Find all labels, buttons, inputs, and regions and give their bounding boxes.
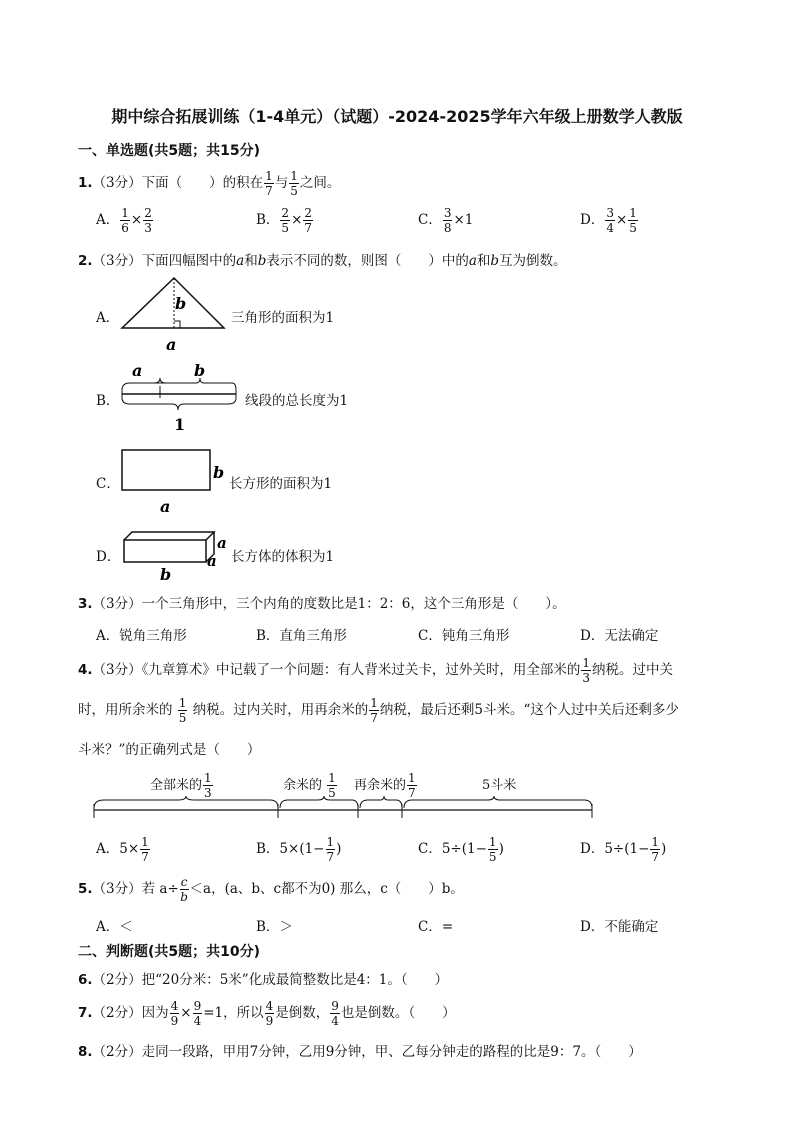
question-number: 3.	[78, 596, 93, 612]
option-a[interactable]: A．5× $\frac{1}{7}$	[96, 835, 149, 864]
rectangle-figure	[118, 446, 230, 516]
option-d-description: 长方体的体积为1	[231, 549, 335, 565]
label-b: b	[194, 361, 206, 380]
fraction: $\frac{1}{7}$	[265, 169, 273, 198]
option-c[interactable]: C． $\frac{3}{8}$ ×1	[418, 206, 474, 235]
label-a: a	[166, 335, 177, 354]
diagram-label-remaining-again: 再余米的 $\frac{1}{7}$	[354, 771, 416, 800]
label-a: a	[132, 361, 143, 380]
option-d[interactable]: D．5÷(1− $\frac{1}{7}$ )	[580, 835, 667, 864]
label-total: 1	[174, 415, 186, 434]
option-c[interactable]: C．钝角三角形	[418, 628, 510, 644]
question-text: 下面（ ）的积在	[141, 175, 264, 191]
option-d[interactable]: D．	[96, 549, 121, 565]
option-b[interactable]: B．＞	[256, 919, 293, 935]
question-score: （3分）	[92, 881, 142, 897]
question-text: 之间。	[299, 175, 341, 191]
option-a[interactable]: A．锐角三角形	[96, 628, 187, 644]
option-b[interactable]: B．直角三角形	[256, 628, 347, 644]
option-b[interactable]: B．5×(1− $\frac{1}{7}$ )	[256, 835, 342, 864]
option-a[interactable]: A．	[96, 310, 120, 326]
question-number: 6.	[78, 972, 93, 988]
question-score: （3分）	[92, 253, 142, 269]
option-b[interactable]: B．	[96, 393, 120, 409]
question-4-line-3: 斗米？”的正确列式是（ ）	[78, 742, 261, 758]
option-c[interactable]: C．=	[418, 919, 454, 935]
question-number: 1.	[78, 175, 93, 191]
segment-figure	[116, 358, 246, 438]
question-score: （2分）	[92, 1044, 142, 1060]
option-d[interactable]: D．无法确定	[580, 628, 659, 644]
question-number: 8.	[78, 1044, 93, 1060]
label-a: a	[217, 534, 227, 552]
question-4-line-1: 4.（3分）《九章算术》中记载了一个问题：有人背米过关卡，过外关时，用全部米的 $\frac{1}{3}$ 纳税。过中关	[78, 656, 674, 685]
question-6	[78, 968, 448, 988]
question-8	[78, 1040, 642, 1060]
option-a-description: 三角形的面积为1	[231, 310, 335, 326]
question-1	[78, 170, 340, 197]
question-score: （2分）	[92, 972, 142, 988]
option-d[interactable]: D．不能确定	[580, 919, 659, 935]
option-a[interactable]: A． $\frac{1}{6}$ × $\frac{2}{3}$	[96, 206, 152, 235]
question-3	[78, 592, 566, 612]
label-b: b	[213, 463, 225, 482]
label-a: a	[160, 497, 171, 516]
question-number: 4.	[78, 662, 93, 678]
question-number: 5.	[78, 881, 93, 897]
question-text: 把“20分米：5米”化成最简整数比是4：1。（ ）	[141, 972, 449, 988]
fraction: $\frac{1}{5}$	[290, 169, 298, 198]
question-score: （3分）	[92, 596, 142, 612]
cuboid-figure	[118, 522, 230, 584]
question-7: 7.（2分）因为 $\frac{4}{9}$ × $\frac{9}{4}$ =1，所以 $\frac{4}{9}$ 是倒数， $\frac{9}{4}$ 也是倒数。（ ）	[78, 999, 456, 1028]
question-5: 5.（3分）若 a÷ $\frac{c}{b}$ ＜a，(a、b、c都不为0) 那么，c（ ）b。	[78, 875, 464, 904]
diagram-label-5dou: 5斗米	[482, 778, 517, 793]
question-text: 与	[274, 175, 289, 191]
question-score: （3分）	[92, 175, 142, 191]
question-number: 7.	[78, 1005, 93, 1021]
triangle-figure	[118, 276, 228, 356]
section-heading-single-choice: 一、单选题(共5题；共15分)	[78, 143, 261, 159]
option-c[interactable]: C．	[96, 476, 120, 492]
question-score: （3分）	[92, 662, 142, 678]
option-b[interactable]: B． $\frac{2}{5}$ × $\frac{2}{7}$	[256, 206, 313, 235]
option-a[interactable]: A．＜	[96, 919, 133, 935]
label-a-2: a	[207, 552, 217, 570]
option-d[interactable]: D． $\frac{3}{4}$ × $\frac{1}{5}$	[580, 206, 637, 235]
question-score: （2分）	[92, 1005, 142, 1021]
question-text: 一个三角形中，三个内角的度数比是1：2：6，这个三角形是（ ）。	[141, 596, 566, 612]
page-title: 期中综合拓展训练（1-4单元）（试题）-2024-2025学年六年级上册数学人教版	[111, 107, 683, 126]
option-c[interactable]: C．5÷(1− $\frac{1}{5}$ )	[418, 835, 504, 864]
diagram-label-all: 全部米的 $\frac{1}{3}$	[150, 771, 212, 800]
option-b-description: 线段的总长度为1	[245, 393, 349, 409]
rice-segment-diagram	[90, 796, 596, 826]
label-b: b	[175, 294, 187, 313]
question-4-line-2: 时，用所余米的 $\frac{1}{5}$ 纳税。过内关时，用再余米的 $\frac{1}{7}$ 纳税，最后还剩5斗米。“这个人过中关后还剩多少	[78, 696, 679, 725]
question-2: 2.（3分）下面四幅图中的a和b表示不同的数，则图（ ）中的a和b互为倒数。	[78, 253, 567, 269]
diagram-label-remaining: 余米的 $\frac{1}{5}$	[283, 771, 336, 800]
section-heading-true-false: 二、判断题(共5题；共10分)	[78, 944, 261, 960]
option-c-description: 长方形的面积为1	[229, 476, 333, 492]
question-number: 2.	[78, 253, 93, 269]
label-b: b	[160, 565, 172, 584]
question-text: 走同一段路，甲用7分钟，乙用9分钟，甲、乙每分钟走的路程的比是9：7。（ ）	[141, 1044, 642, 1060]
